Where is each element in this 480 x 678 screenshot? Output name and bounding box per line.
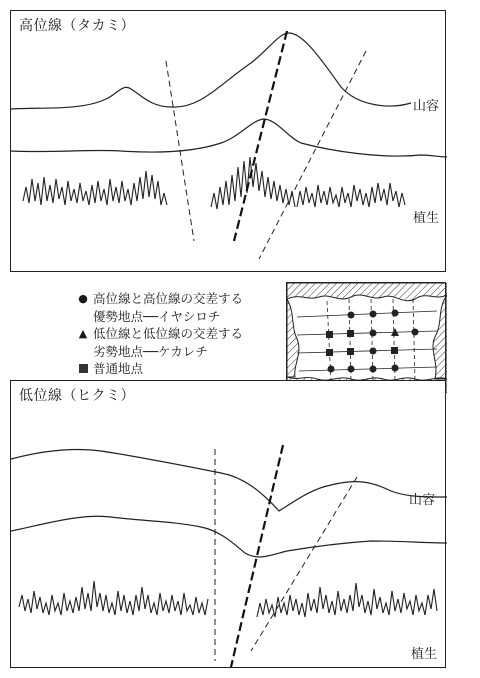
legend-item-normal-label: 普通地点 [93,361,144,376]
inset-grid-svg [287,283,447,393]
mountain-profile-curve [11,33,411,109]
legend-item-inferior-line2: 劣勢地点──ケカレチ [93,343,208,359]
vegetation-band-right [257,583,437,617]
mountain-label: 山容 [409,493,436,508]
inset-right-hatch [433,295,447,379]
square-icon [79,364,88,373]
legend-item-inferior-line1: 低位線と低位線の交差する [93,326,244,341]
vegetation-band-left [19,581,208,615]
vegetation-band-right [297,183,405,207]
legend-item-inferior [76,325,276,343]
legend-item-superior [76,290,276,308]
vegetation-label: 植生 [411,647,438,662]
vegetation-band-left [23,171,167,205]
mountain-label: 山容 [413,99,440,114]
high-line-diagram [11,11,447,273]
high-line-panel [10,10,446,272]
left-dashed-line [166,61,194,241]
mountain-profile-curve [11,449,447,511]
inset-top-hatch [287,283,447,301]
legend-item-superior-line2: 優勢地点──イヤシロチ [93,308,221,324]
ridge-profile-curve [11,119,447,157]
inset-grid-map [286,282,446,392]
low-line-diagram [11,381,447,669]
legend-item-superior-line1: 高位線と高位線の交差する [93,291,244,306]
right-dashed-line [251,477,357,651]
bold-dashed-line [234,31,287,241]
circle-icon: ● [78,292,88,305]
low-line-panel [10,380,446,668]
high-line-title: 高位線（タカミ） [19,18,135,34]
legend-item-normal [76,360,276,378]
inset-left-hatch [287,299,299,377]
ridge-profile-curve [11,516,447,557]
triangle-icon: ▲ [78,327,88,340]
vegetation-label: 植生 [413,211,440,226]
low-line-title: 低位線（ヒクミ） [19,388,135,404]
legend [76,290,276,378]
inset-grid-lines [297,299,437,381]
